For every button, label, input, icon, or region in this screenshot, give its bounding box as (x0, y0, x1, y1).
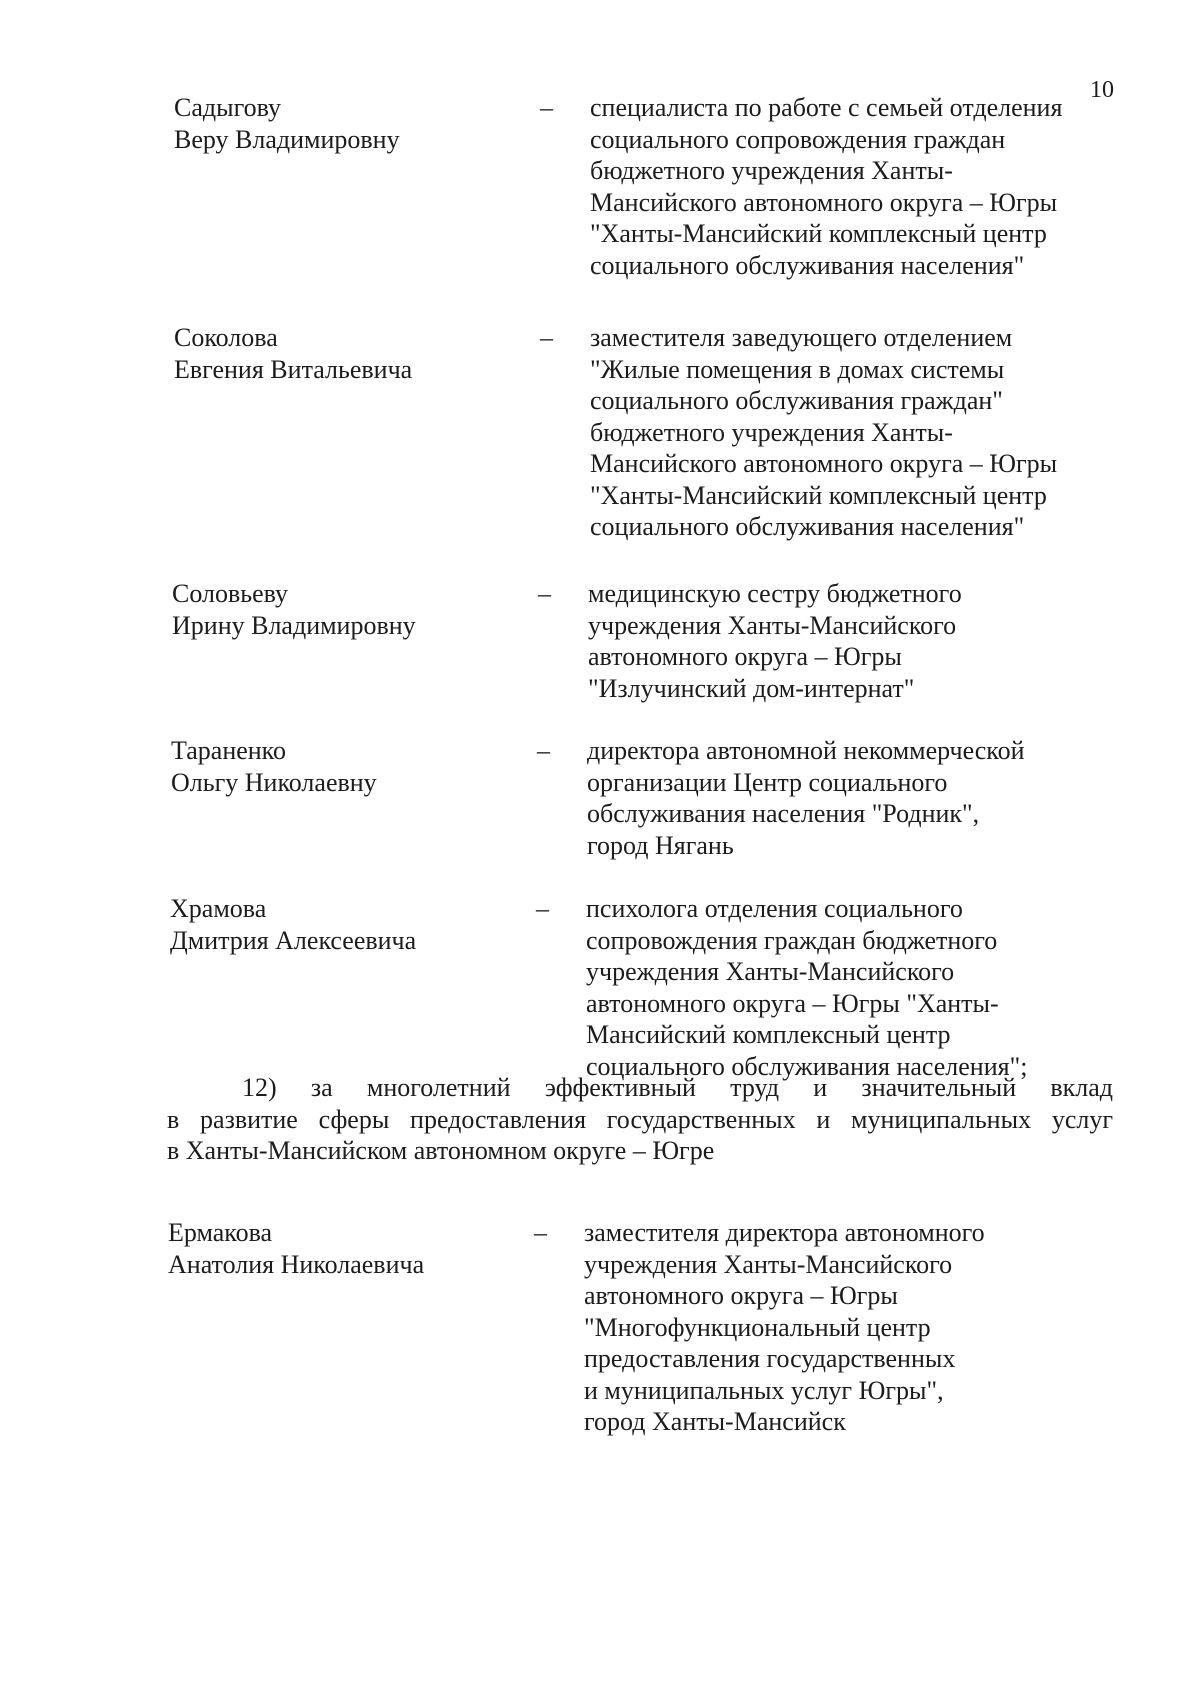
position-description (584, 1217, 1104, 1438)
person-name (172, 578, 532, 641)
desc-line: автономного округа – Югры (584, 1281, 898, 1310)
desc-line: город Нягань (587, 830, 734, 860)
name-line: Веру Владимировну (174, 124, 400, 154)
person-name (168, 1217, 528, 1280)
desc-line: учреждения Ханты-Мансийского (586, 957, 955, 986)
desc-line: Мансийского автономного округа – Югры (590, 187, 1058, 217)
desc-line: учреждения Ханты-Мансийского (584, 1249, 953, 1279)
position-description (586, 893, 1106, 1082)
desc-line: бюджетного учреждения Ханты- (590, 156, 953, 185)
desc-line: предоставления государственных (584, 1344, 956, 1373)
desc-line: город Ханты-Мансийск (584, 1407, 846, 1436)
desc-line: Мансийский комплексный центр (586, 1020, 951, 1049)
desc-line: заместителя заведующего отделением (590, 323, 1013, 352)
person-name (170, 893, 530, 956)
dash-separator: – (540, 93, 553, 122)
dash-separator: – (540, 323, 553, 352)
paragraph-line: в Ханты-Мансийском автономном округе – Югре (167, 1136, 715, 1165)
name-line: Соколова (174, 323, 278, 352)
desc-line: директора автономной некоммерческой (587, 736, 1025, 765)
desc-line: "Ханты-Мансийский комплексный центр (590, 219, 1047, 248)
desc-line: автономного округа – Югры "Ханты- (586, 988, 999, 1018)
desc-line: обслуживания населения "Родник", (587, 799, 980, 828)
dash-separator: – (536, 894, 549, 923)
person-name (174, 322, 534, 385)
desc-line: социального обслуживания населения"; (586, 1051, 1028, 1081)
desc-line: бюджетного учреждения Ханты- (590, 417, 953, 447)
position-description (590, 92, 1110, 281)
name-line: Тараненко (171, 736, 286, 765)
desc-line: "Жилые помещения в домах системы (590, 354, 1005, 384)
desc-line: Мансийского автономного округа – Югры (590, 449, 1058, 478)
desc-line: сопровождения граждан бюджетного (586, 925, 998, 955)
desc-line: автономного округа – Югры (588, 642, 902, 671)
name-line: Евгения Витальевича (174, 354, 413, 384)
desc-line: социального обслуживания населения" (590, 512, 1025, 541)
paragraph-line: в развитие сферы предоставления государственных и муниципальных услуг (167, 1104, 1113, 1134)
desc-line: "Излучинский дом-интернат" (588, 673, 915, 703)
dash-separator: – (537, 736, 550, 765)
person-name (174, 92, 534, 155)
page-number: 10 (1090, 77, 1114, 103)
desc-line: заместителя директора автономного (584, 1218, 985, 1247)
name-line: Ирину Владимировну (172, 610, 416, 640)
desc-line: социального обслуживания граждан" (590, 386, 1003, 415)
name-line: Садыгову (174, 93, 281, 122)
position-description (587, 735, 1107, 861)
desc-line: организации Центр социального (587, 767, 948, 797)
name-line: Ермакова (168, 1218, 273, 1247)
desc-line: социального сопровождения граждан (590, 124, 1006, 154)
desc-line: психолога отделения социального (586, 894, 963, 923)
name-line: Ольгу Николаевну (171, 767, 377, 797)
name-line: Анатолия Николаевича (168, 1249, 425, 1279)
dash-separator: – (538, 579, 551, 608)
desc-line: "Многофункциональный центр (584, 1312, 931, 1342)
section-paragraph (167, 1072, 1113, 1167)
position-description (588, 578, 1108, 704)
name-line: Дмитрия Алексеевича (170, 925, 417, 955)
desc-line: учреждения Ханты-Мансийского (588, 610, 957, 640)
person-name (171, 735, 531, 798)
desc-line: специалиста по работе с семьей отделения (590, 93, 1063, 122)
desc-line: и муниципальных услуг Югры", (584, 1375, 944, 1405)
name-line: Храмова (170, 894, 267, 923)
desc-line: "Ханты-Мансийский комплексный центр (590, 480, 1047, 510)
paragraph-line: 12) за многолетний эффективный труд и значительный вклад (242, 1073, 1113, 1102)
position-description (590, 322, 1110, 543)
name-line: Соловьеву (172, 579, 289, 608)
desc-line: медицинскую сестру бюджетного (588, 579, 962, 608)
desc-line: социального обслуживания населения" (590, 250, 1025, 280)
dash-separator: – (534, 1218, 547, 1247)
